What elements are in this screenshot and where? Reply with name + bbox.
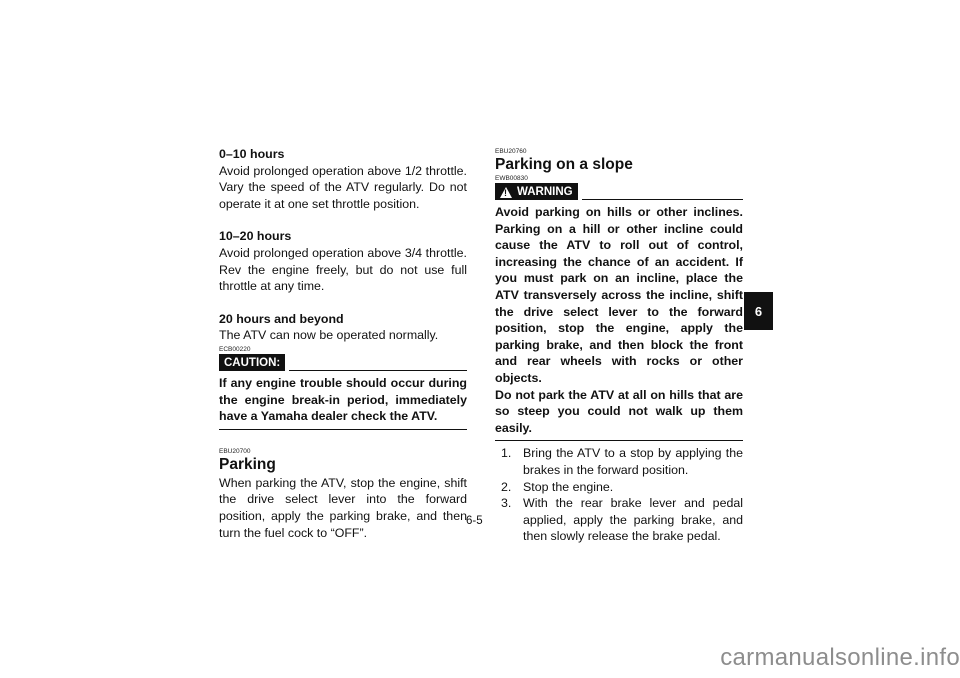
left-column bbox=[219, 146, 467, 541]
warning-text-1: Avoid parking on hills or other inclines. Parking on a hill or other incline could cause the ATV to roll out of control, increasing the chance of an accident. If you must park on an incline, place the ATV transversely across the incline, shift the drive select lever to the forward position, stop the engine, apply the parking brake, and then block the front and rear wheels with rocks or other objects. bbox=[495, 205, 743, 385]
warning-label: WARNING bbox=[517, 186, 573, 198]
watermark: carmanualsonline.info bbox=[720, 644, 960, 671]
section-heading-10-20: 10–20 hours bbox=[219, 229, 292, 244]
list-item: 3. With the rear brake lever and pedal applied, apply the parking brake, and then slowly release the brake pedal. bbox=[501, 496, 743, 544]
caution-code: ECB00220 bbox=[219, 345, 251, 353]
section-text-0-10: Avoid prolonged operation above 1/2 throttle. Vary the speed of the ATV regularly. Do not operate it at one set throttle position. bbox=[219, 163, 467, 211]
caution-header bbox=[219, 354, 467, 371]
warning-end-rule bbox=[495, 436, 743, 441]
warning-label-box bbox=[495, 183, 578, 200]
warning-triangle-icon bbox=[500, 187, 512, 198]
warning-header bbox=[495, 183, 743, 200]
section-text-10-20: Avoid prolonged operation above 3/4 throttle. Rev the engine freely, but do not use full throttle at any time. bbox=[219, 245, 467, 294]
warning-code: EWB00830 bbox=[495, 175, 528, 182]
page-number: 6-5 bbox=[466, 515, 483, 527]
warning-text-2: Do not park the ATV at all on hills that are so steep you could not walk up them easily. bbox=[495, 387, 743, 435]
steps-list bbox=[495, 445, 743, 545]
chapter-tab: 6 bbox=[744, 292, 773, 330]
parking-title: Parking bbox=[219, 455, 276, 473]
right-column bbox=[495, 146, 743, 545]
section-text-20-beyond: The ATV can now be operated normally. bbox=[219, 328, 439, 343]
list-item: 2. Stop the engine. bbox=[501, 479, 614, 494]
section-heading-0-10: 0–10 hours bbox=[219, 147, 285, 161]
caution-label: CAUTION: bbox=[219, 354, 285, 371]
slope-title: Parking on a slope bbox=[495, 156, 633, 173]
section-heading-20-beyond: 20 hours and beyond bbox=[219, 311, 344, 326]
parking-code: EBU20700 bbox=[219, 447, 251, 455]
parking-text: When parking the ATV, stop the engine, shift the drive select lever into the forward position, apply the parking brake, and then turn the fuel cock to “OFF”. bbox=[219, 475, 467, 540]
slope-code: EBU20760 bbox=[495, 148, 527, 155]
list-item: 1. Bring the ATV to a stop by applying the brakes in the forward position. bbox=[501, 446, 743, 477]
caution-text: If any engine trouble should occur during the engine break-in period, immediately have a Yamaha dealer check the ATV. bbox=[219, 375, 467, 424]
